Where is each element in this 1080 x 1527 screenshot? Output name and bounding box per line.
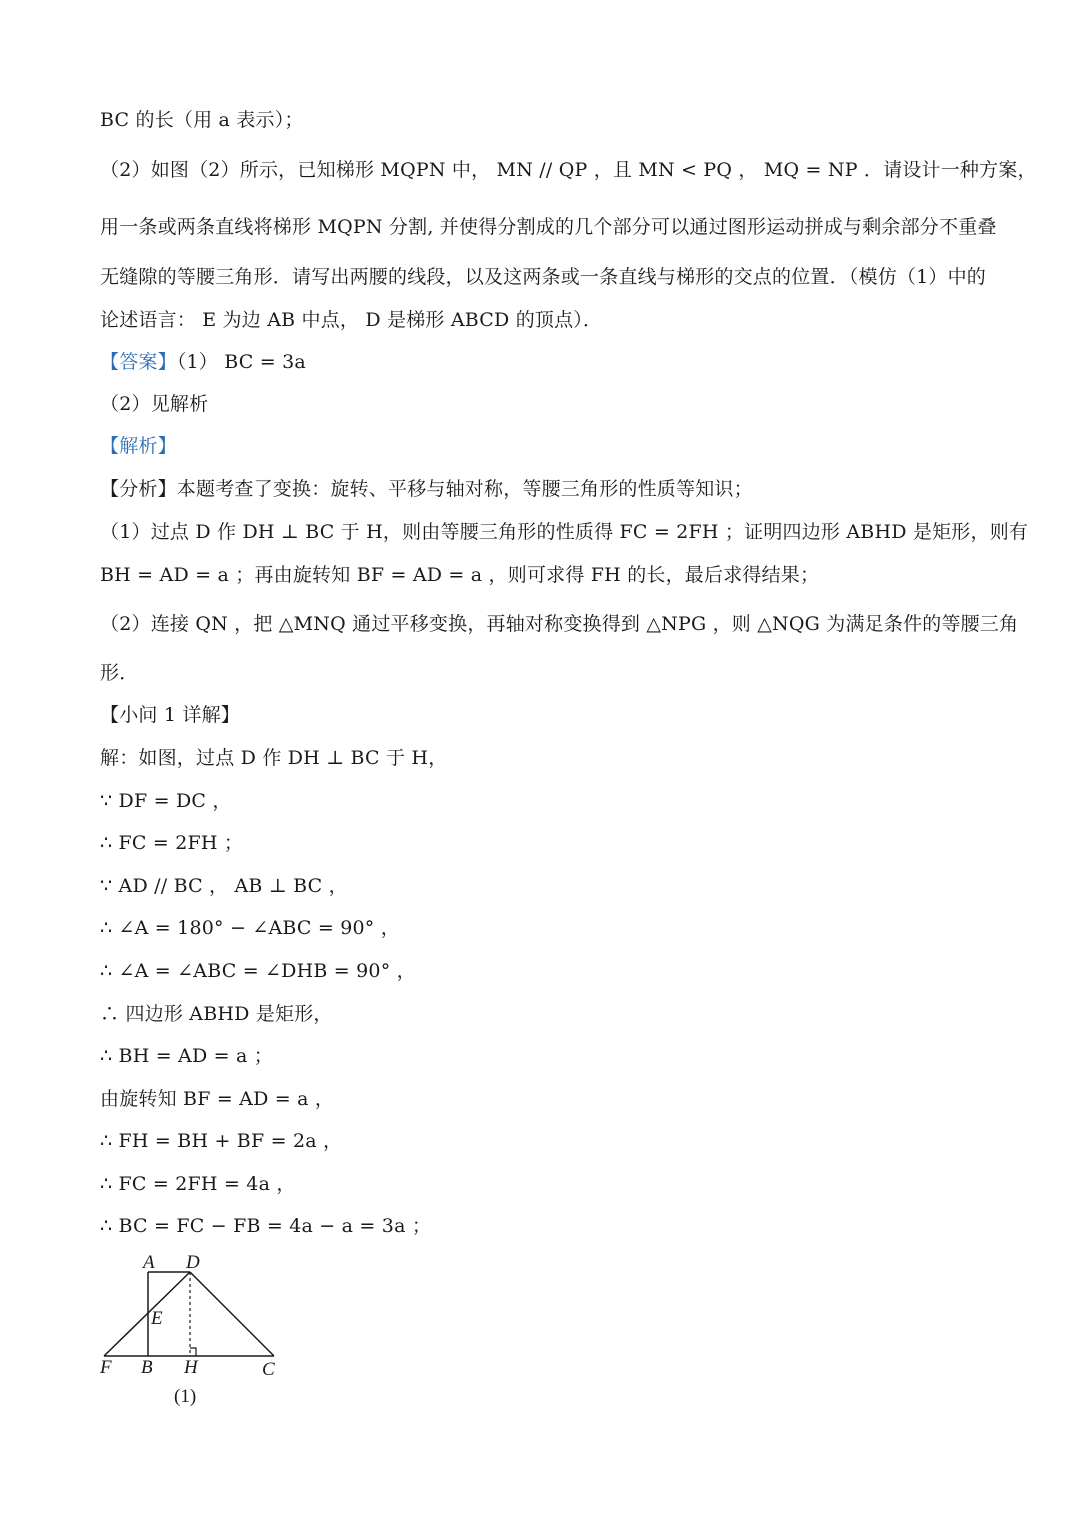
text-line-4: 无缝隙的等腰三角形．请写出两腰的线段，以及这两条或一条直线与梯形的交点的位置．（模仿（1）中的	[100, 266, 986, 288]
text-line-7: （2）见解析	[100, 393, 209, 415]
figure-caption: (1)	[174, 1386, 197, 1407]
text-line-21: ∴ BH = AD = a ；	[100, 1045, 273, 1067]
right-angle-mark	[190, 1348, 196, 1356]
text-line-14: 解：如图，过点 D 作 DH ⊥ BC 于 H，	[100, 747, 448, 769]
text-line-2: （2）如图（2）所示，已知梯形 MQPN 中， MN // QP ，且 MN < PQ ， MQ = NP ．请设计一种方案，	[100, 159, 1037, 181]
segment-dc	[190, 1272, 274, 1356]
text-line-9: （1）过点 D 作 DH ⊥ BC 于 H，则由等腰三角形的性质得 FC = 2FH ；证明四边形 ABHD 是矩形，则有	[100, 521, 1029, 543]
text-line-11: （2）连接 QN ，把 △MNQ 通过平移变换，再轴对称变换得到 △NPG ，则 △NQG 为满足条件的等腰三角	[100, 613, 1019, 635]
text-line-5: 论述语言： E 为边 AB 中点， D 是梯形 ABCD 的顶点）．	[100, 309, 603, 331]
label-b: B	[141, 1357, 153, 1378]
analysis-tag: 【解析】	[100, 435, 177, 457]
text-line-22: 由旋转知 BF = AD = a ，	[100, 1088, 335, 1110]
label-h: H	[184, 1357, 198, 1378]
segment-df	[104, 1272, 190, 1356]
answer-line	[100, 348, 306, 376]
text-line-24: ∴ FC = 2FH = 4a ，	[100, 1173, 296, 1195]
answer-tag: 【答案】	[100, 351, 177, 373]
text-line-3: 用一条或两条直线将梯形 MQPN 分割, 并使得分割成的几个部分可以通过图形运动拼成与剩余部分不重叠	[100, 216, 997, 238]
label-e: E	[151, 1308, 163, 1329]
text-line-23: ∴ FH = BH + BF = 2a ，	[100, 1130, 343, 1152]
text-line-16: ∴ FC = 2FH ；	[100, 832, 244, 854]
text-line-25: ∴ BC = FC − FB = 4a − a = 3a ；	[100, 1215, 432, 1237]
text-line-17: ∵ AD // BC ， AB ⊥ BC ，	[100, 875, 348, 897]
label-d: D	[186, 1252, 200, 1273]
text-line-19: ∴ ∠A = ∠ABC = ∠DHB = 90° ，	[100, 960, 416, 982]
text-line-8: 【分析】本题考查了变换：旋转、平移与轴对称，等腰三角形的性质等知识；	[100, 478, 753, 500]
text-line-13: 【小问 1 详解】	[100, 704, 240, 726]
label-a: A	[143, 1252, 155, 1273]
label-f: F	[100, 1357, 112, 1378]
answer-text: （1） BC = 3a	[176, 351, 306, 373]
text-line-20: ∴ 四边形 ABHD 是矩形，	[100, 1003, 333, 1025]
label-c: C	[262, 1359, 275, 1380]
geometry-figure	[96, 1248, 286, 1418]
text-line-12: 形．	[100, 662, 139, 684]
text-line-1: BC 的长（用 a 表示）；	[100, 109, 304, 131]
text-line-10: BH = AD = a ；再由旋转知 BF = AD = a ，则可求得 FH 的长，最后求得结果；	[100, 564, 820, 586]
text-line-15: ∵ DF = DC ，	[100, 790, 232, 812]
text-line-18: ∴ ∠A = 180° − ∠ABC = 90° ，	[100, 917, 400, 939]
